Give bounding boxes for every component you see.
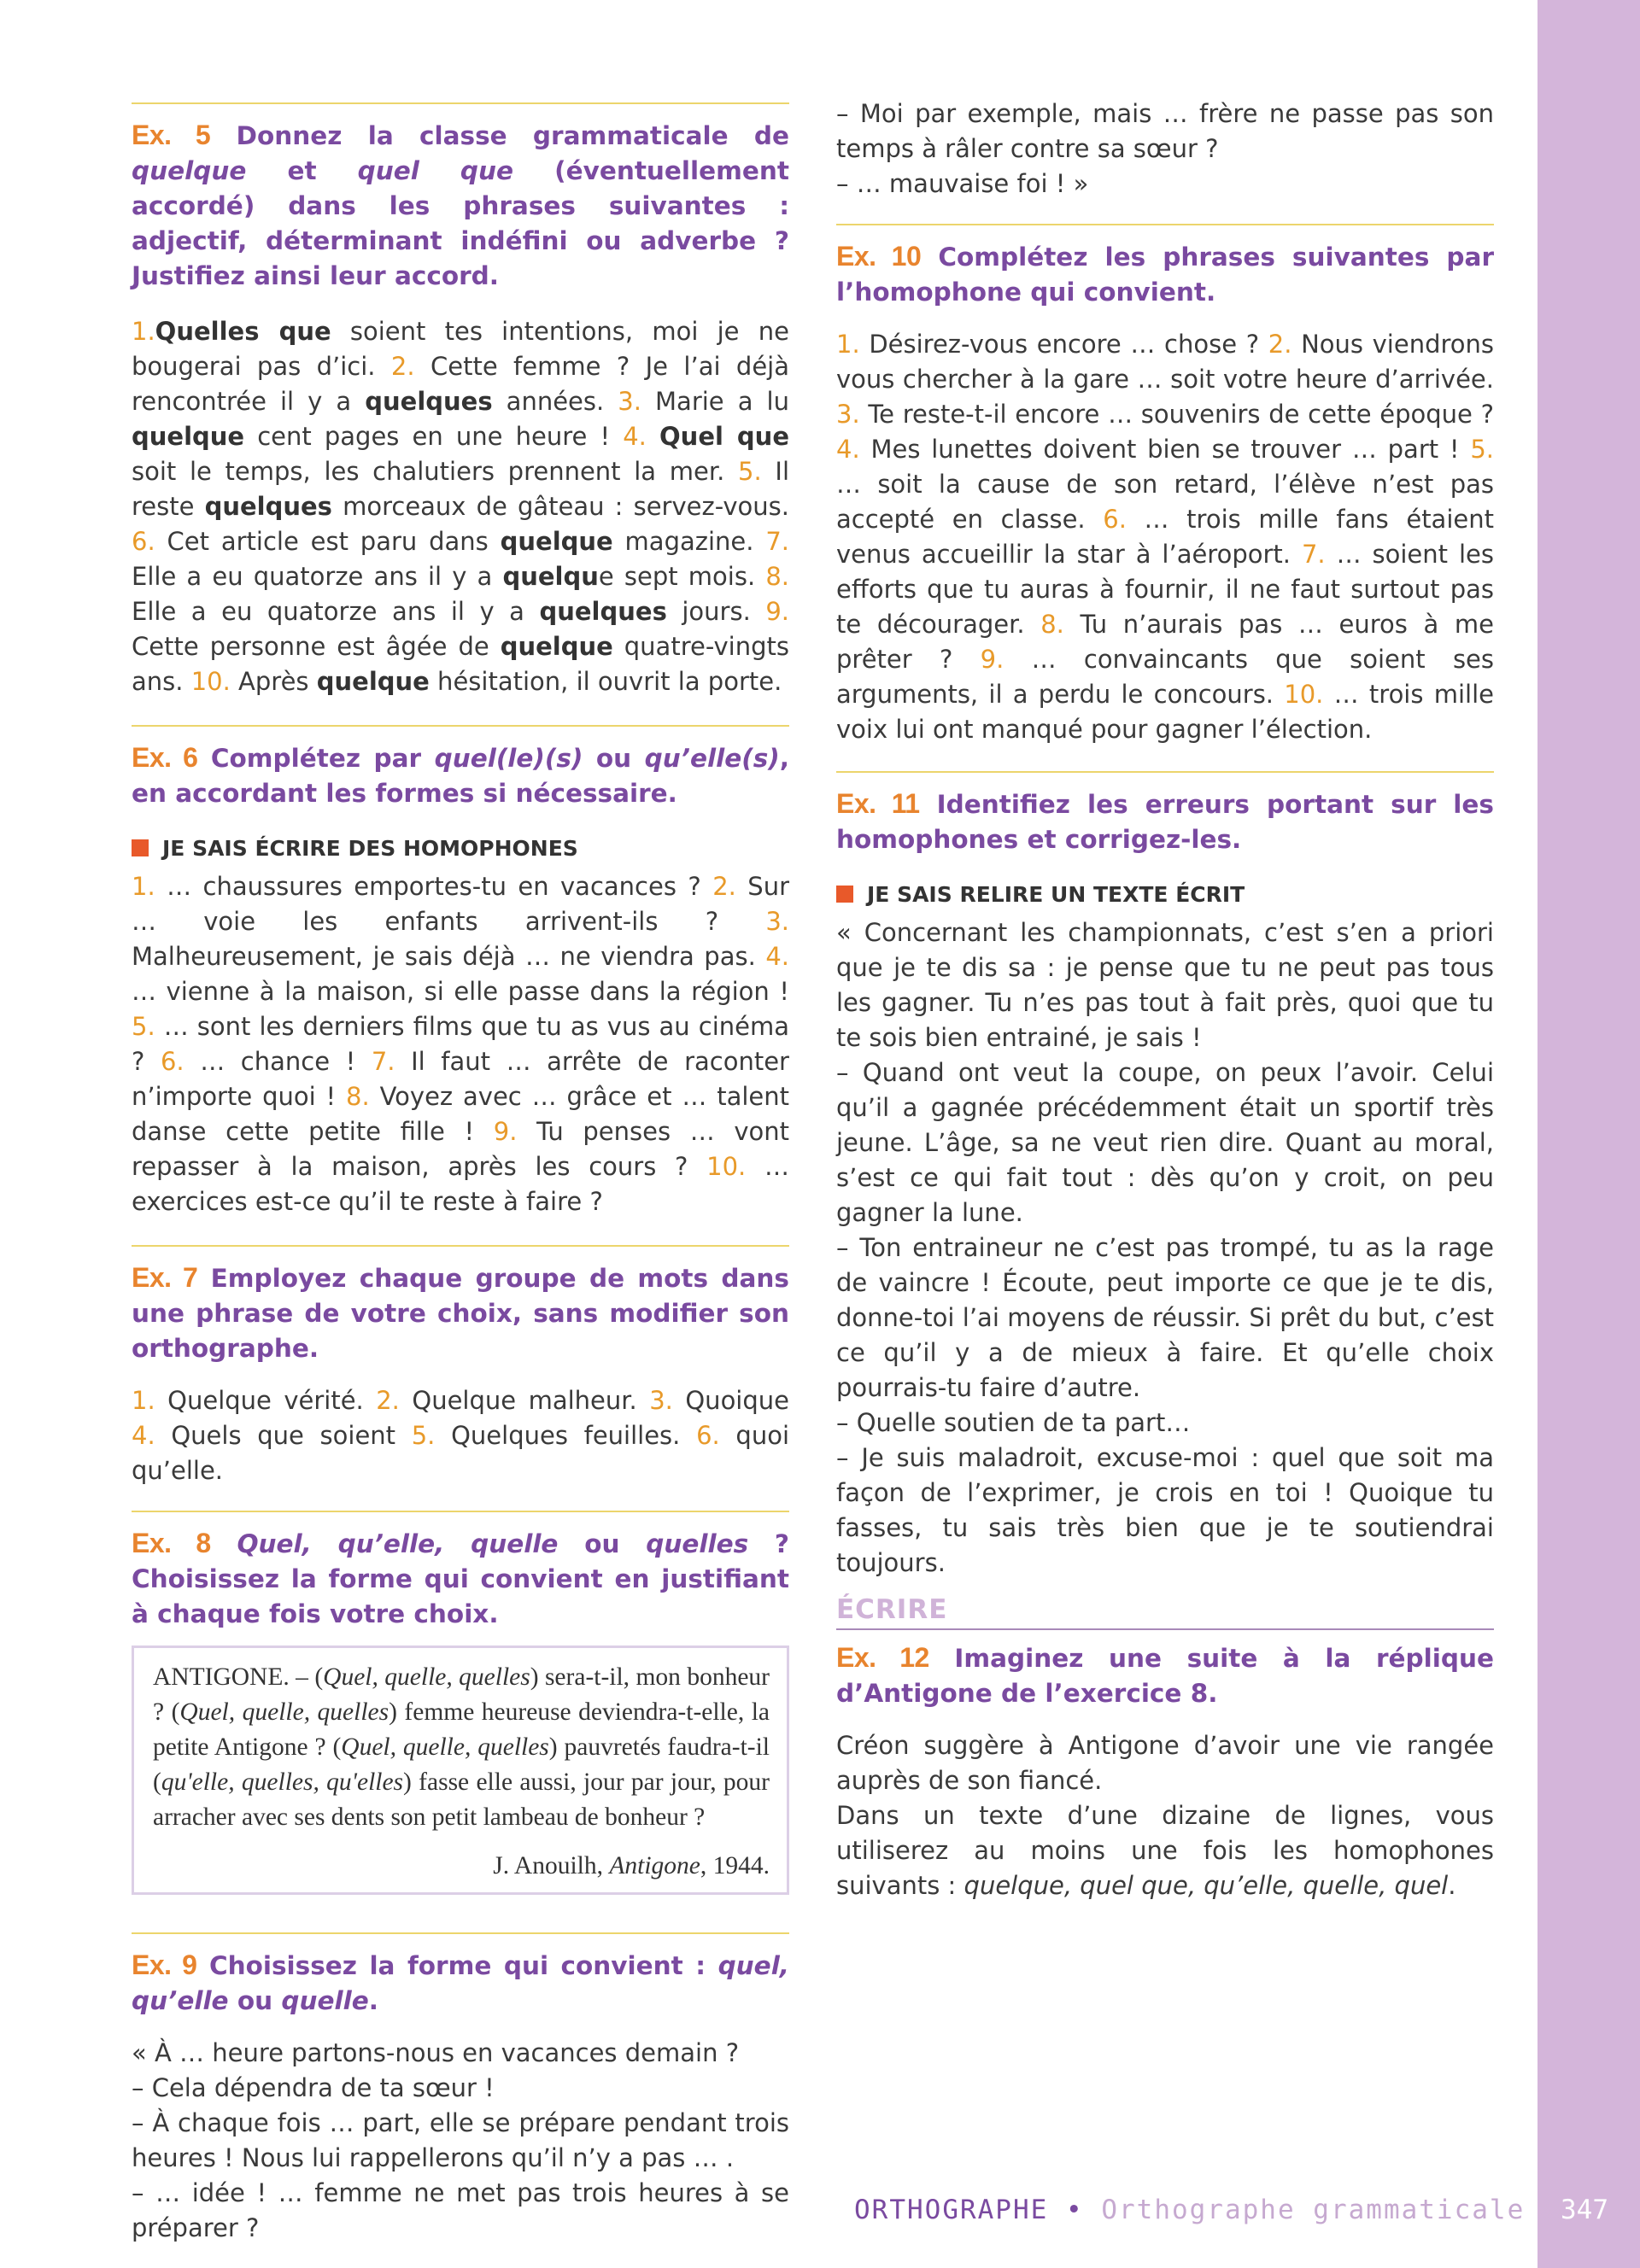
- item-number: 2.: [390, 352, 415, 381]
- exercise-8-word-2: quelles: [646, 1529, 749, 1558]
- item-number: 6.: [160, 1047, 184, 1076]
- item-text: magazine.: [612, 527, 766, 556]
- exercise-9-instruction-a: Choisissez la forme qui convient :: [208, 1951, 706, 1980]
- exercise-6-instruction-a: Complétez par: [210, 744, 422, 773]
- dialogue-line: – À chaque fois … part, elle se prépare pendant trois heures ! Nous lui rappellerons qu’il n’y a pas … .: [132, 2108, 789, 2172]
- exercise-12-number: Ex. 12: [836, 1642, 929, 1673]
- item-number: 6.: [696, 1421, 720, 1450]
- exercise-8-word-1: Quel, qu’elle, quelle: [237, 1529, 559, 1558]
- text-paragraph: – Je suis maladroit, excuse-moi : quel que soit ma façon de l’exprimer, je crois en toi ! Quoique tu fasses, tu sais très bien que je te soutiendrai toujours.: [836, 1443, 1494, 1577]
- item-text: Quelques feuilles.: [435, 1421, 697, 1450]
- item-text: Elle a eu quatorze ans il y a: [132, 562, 503, 591]
- item-text: … chaussures emportes-tu en vacances ?: [155, 872, 713, 901]
- item-text: … sont les derniers films que tu as vus au cinéma ?: [132, 1012, 789, 1076]
- exercise-5-instruction-a: Donnez la classe grammaticale de: [236, 121, 789, 150]
- left-column: [132, 0, 789, 2246]
- item-text: jours.: [666, 597, 766, 626]
- text-paragraph: – Quelle soutien de ta part…: [836, 1408, 1191, 1437]
- item-text: Quelque malheur.: [399, 1386, 650, 1415]
- square-bullet-icon: [132, 839, 149, 856]
- item-text: quatre-vingts ans.: [132, 632, 789, 696]
- item-text: [647, 422, 659, 451]
- item-number: 7.: [1301, 540, 1326, 569]
- item-text: soient tes intentions, moi je ne bougerai pas d’ici.: [132, 317, 789, 381]
- page-number: 347: [1561, 2195, 1608, 2225]
- item-text: Quels que soient: [155, 1421, 412, 1450]
- exercise-6-skill-label: JE SAIS ÉCRIRE DES HOMOPHONES: [162, 836, 578, 861]
- item-number: 1.: [836, 330, 860, 359]
- item-text: Cet article est paru dans: [155, 527, 501, 556]
- exercise-9-continued: [836, 96, 1494, 202]
- exercise-6-sentences: [132, 869, 789, 1219]
- item-text: Elle a eu quatorze ans il y a: [132, 597, 540, 626]
- quote-segment-5: ) fasse elle aussi, jour par jour, pour arracher avec ses dents son petit lambeau de bonheur ?: [153, 1768, 770, 1831]
- item-text: e sept mois.: [598, 562, 766, 591]
- item-number: 7.: [371, 1047, 395, 1076]
- item-text: … convaincants que soient ses arguments, il a perdu le concours.: [836, 645, 1495, 709]
- exercise-5-title: [132, 118, 789, 294]
- footer-subsection: Orthographe grammaticale: [1101, 2195, 1526, 2225]
- exercise-9-word-2: quelle: [281, 1986, 369, 2015]
- exercise-8-instruction-b: ? Choisissez la forme qui convient en justifiant à chaque fois votre choix.: [132, 1529, 790, 1628]
- exercise-5-instruction-c: (éventuellement accordé) dans les phrases suivantes : adjectif, déterminant indéfini ou adverbe ? Justifiez ainsi leur accord.: [132, 156, 790, 290]
- exercise-5-sentences: [132, 314, 789, 699]
- exercise-6-word-1: quel(le)(s): [434, 744, 583, 773]
- item-text: Cette personne est âgée de: [132, 632, 501, 661]
- exercise-6-title: [132, 740, 789, 811]
- item-number: 4.: [836, 435, 860, 464]
- exercise-12-homophones: quelque, quel que, qu’elle, quelle, quel: [964, 1871, 1449, 1900]
- item-number: 5.: [1470, 435, 1494, 464]
- exercise-7-number: Ex. 7: [132, 1262, 198, 1293]
- exercise-12-title: [836, 1640, 1494, 1711]
- item-number: 6.: [1103, 505, 1127, 534]
- item-text: quoi qu’elle.: [132, 1421, 789, 1485]
- quote-segment-1: ANTIGONE. – (: [153, 1663, 324, 1691]
- exercise-5-word-2: quel que: [357, 156, 514, 185]
- item-text: Cette femme ? Je l’ai déjà rencontrée il y a: [132, 352, 789, 416]
- exercise-12-paragraph-2-text: Dans un texte d’une dizaine de lignes, vous utiliserez au moins une fois les homophones suivants :: [836, 1801, 1494, 1900]
- exercise-11-number: Ex. 11: [836, 788, 920, 819]
- item-text: Te reste-t-il encore … souvenirs de cette époque ?: [859, 400, 1494, 429]
- exercise-6-number: Ex. 6: [132, 742, 198, 773]
- item-number: 9.: [980, 645, 1004, 674]
- highlighted-word: quelqu: [502, 562, 599, 591]
- item-number: 10.: [706, 1152, 747, 1181]
- item-text: … trois mille fans étaient venus accueillir la star à l’aéroport.: [836, 505, 1494, 569]
- item-number: 4.: [765, 942, 789, 971]
- exercise-12: [836, 1640, 1494, 1903]
- exercise-9-instruction-c: .: [368, 1986, 378, 2015]
- quote-choice-3: Quel, quelle, quelles: [341, 1733, 549, 1761]
- exercise-6-skill-heading: [132, 832, 789, 866]
- item-number: 3.: [836, 400, 860, 429]
- item-number: 10.: [190, 667, 231, 696]
- text-paragraph: « Concernant les championnats, c’est s’en a priori que je te dis sa : je pense que tu ne peut pas tous les gagner. Tu n’es pas tout à fait près, quoi que tu te sois bien entrainé, je sais !: [836, 918, 1494, 1052]
- exercise-11-title: [836, 786, 1494, 857]
- dialogue-line: – … mauvaise foi ! »: [836, 169, 1089, 198]
- quote-choice-2: Quel, quelle, quelles: [179, 1698, 390, 1726]
- highlighted-word: Quel que: [659, 422, 789, 451]
- item-number: 9.: [765, 597, 790, 626]
- item-number: 2.: [376, 1386, 400, 1415]
- item-text: Voyez avec … grâce et … talent danse cette petite fille !: [132, 1082, 789, 1146]
- item-text: Nous viendrons vous chercher à la gare … soit votre heure d’arrivée.: [836, 330, 1494, 394]
- item-text: … chance !: [184, 1047, 372, 1076]
- item-text: Quelque vérité.: [155, 1386, 377, 1415]
- exercise-10-number: Ex. 10: [836, 241, 922, 272]
- item-number: 2.: [1268, 330, 1292, 359]
- quote-segment-2: ) sera-t-il, mon bonheur ? (: [153, 1663, 770, 1726]
- highlighted-word: quelque: [316, 667, 430, 696]
- ecrire-section-heading: ÉCRIRE: [836, 1593, 1494, 1630]
- item-text: soit le temps, les chalutiers prennent la mer.: [132, 457, 739, 486]
- page-edge-band: [1538, 0, 1640, 2268]
- item-text: Tu penses … vont repasser à la maison, après les cours ?: [132, 1117, 789, 1181]
- dialogue-line: « À … heure partons-nous en vacances demain ?: [132, 2038, 740, 2067]
- item-text: Quoique: [672, 1386, 789, 1415]
- exercise-8-number: Ex. 8: [132, 1528, 211, 1558]
- exercise-10-instruction: Complétez les phrases suivantes par l’homophone qui convient.: [836, 243, 1495, 307]
- dialogue-line: – Cela dépendra de ta sœur !: [132, 2073, 495, 2102]
- item-text: morceaux de gâteau : servez-vous.: [331, 492, 789, 521]
- exercise-11: [836, 771, 1494, 1581]
- item-number: 4.: [623, 422, 647, 451]
- item-number: 8.: [765, 562, 789, 591]
- exercise-12-paragraph-1: Créon suggère à Antigone d’avoir une vie rangée auprès de son fiancé.: [836, 1731, 1494, 1795]
- square-bullet-icon: [836, 886, 853, 903]
- item-number: 1.: [132, 872, 155, 901]
- quote-choice-4: qu'elle, quelles, qu'elles: [161, 1768, 404, 1796]
- item-number: 4.: [132, 1421, 155, 1450]
- footer-section: ORTHOGRAPHE: [854, 2195, 1049, 2225]
- item-text: Désirez-vous encore … chose ?: [859, 330, 1268, 359]
- item-text: Après: [230, 667, 317, 696]
- item-number: 2.: [712, 872, 736, 901]
- item-text: années.: [492, 387, 618, 416]
- exercise-5: [132, 102, 789, 699]
- exercise-9-word-1: quel, qu’elle: [132, 1951, 790, 2015]
- exercise-11-skill-label: JE SAIS RELIRE UN TEXTE ÉCRIT: [867, 882, 1245, 907]
- item-text: Mes lunettes doivent bien se trouver … part !: [859, 435, 1471, 464]
- quote-segment-4: ) pauvretés faudra-t-il (: [153, 1733, 770, 1796]
- exercise-8-title: [132, 1526, 789, 1632]
- item-number: 1.: [132, 1386, 155, 1415]
- antigone-quote-box: [132, 1645, 789, 1895]
- item-text: hésitation, il ouvrit la porte.: [429, 667, 782, 696]
- exercise-11-text: [836, 915, 1494, 1581]
- exercise-5-instruction-b: et: [287, 156, 317, 185]
- exercise-9-dialogue: [132, 2036, 789, 2246]
- quote-year: , 1944.: [700, 1852, 770, 1879]
- quote-choice-1: Quel, quelle, quelles: [323, 1663, 530, 1691]
- item-number: 9.: [493, 1117, 518, 1146]
- item-number: 5.: [132, 1012, 155, 1041]
- item-text: Sur … voie les enfants arrivent-ils ?: [132, 872, 789, 936]
- item-text: … soit la cause de son retard, l’élève n’est pas accepté en classe.: [836, 470, 1494, 534]
- item-number: 3.: [765, 907, 789, 936]
- exercise-7-items: [132, 1383, 789, 1488]
- dialogue-line: – … idée ! … femme ne met pas trois heures à se préparer ?: [132, 2178, 789, 2242]
- exercise-10-sentences: [836, 327, 1494, 747]
- dialogue-line: – Moi par exemple, mais … frère ne passe pas son temps à râler contre sa sœur ?: [836, 99, 1494, 163]
- highlighted-word: quelques: [204, 492, 332, 521]
- item-number: 5.: [411, 1421, 436, 1450]
- item-text: Malheureusement, je sais déjà … ne viendra pas.: [132, 942, 766, 971]
- highlighted-word: quelque: [132, 422, 245, 451]
- quote-source: [153, 1849, 770, 1884]
- highlighted-word: Quelles que: [155, 317, 331, 346]
- antigone-quote: [153, 1660, 770, 1835]
- item-text: Tu n’aurais pas … euros à me prêter ?: [836, 610, 1494, 674]
- exercise-9-title: [132, 1948, 789, 2019]
- exercise-12-instruction: Imaginez une suite à la réplique d’Antigone de l’exercice 8.: [836, 1644, 1494, 1708]
- highlighted-word: quelques: [539, 597, 667, 626]
- quote-author: J. Anouilh,: [493, 1852, 610, 1879]
- text-paragraph: – Quand ont veut la coupe, on peux l’avoir. Celui qu’il a gagnée précédemment était un sportif très jeune. L’âge, sa ne veut rien dire. Quant au moral, s’est ce qui fait tout : dès qu’on y croit, on peu gagner la lune.: [836, 1058, 1494, 1227]
- quote-segment-3: ) femme heureuse deviendra-t-elle, la petite Antigone ? (: [153, 1698, 770, 1761]
- exercise-8: [132, 1511, 789, 1895]
- item-number: 8.: [1040, 610, 1064, 639]
- text-paragraph: – Ton entraineur ne c’est pas trompé, tu as la rage de vaincre ! Écoute, peut importe ce que je te dis, donne-toi l’ai moyens de réussir. Si prêt du but, c’est ce qu’il y a de mieux à faire. Et qu’elle choix pourrais-tu faire d’autre.: [836, 1233, 1494, 1402]
- item-text: Il faut … arrête de raconter n’importe quoi !: [132, 1047, 789, 1111]
- exercise-11-skill-heading: [836, 878, 1494, 912]
- exercise-7-title: [132, 1260, 789, 1366]
- exercise-10: [836, 224, 1494, 747]
- highlighted-word: quelque: [500, 527, 613, 556]
- exercise-11-instruction: Identifiez les erreurs portant sur les homophones et corrigez-les.: [836, 790, 1494, 854]
- item-number: 1.: [132, 317, 155, 346]
- exercise-12-paragraph-2-end: .: [1448, 1871, 1456, 1900]
- item-text: … soient les efforts que tu auras à fournir, il ne faut surtout pas te décourager.: [836, 540, 1494, 639]
- item-text: cent pages en une heure !: [244, 422, 624, 451]
- item-text: Il reste: [132, 457, 790, 521]
- exercise-6-instruction-b: ou: [595, 744, 632, 773]
- item-text: … vienne à la maison, si elle passe dans la région !: [132, 977, 789, 1006]
- exercise-6: [132, 725, 789, 1219]
- item-number: 10.: [1284, 680, 1324, 709]
- exercise-9-number: Ex. 9: [132, 1949, 197, 1980]
- exercise-6-instruction-c: , en accordant les formes si nécessaire.: [132, 744, 789, 808]
- exercise-7-instruction: Employez chaque groupe de mots dans une phrase de votre choix, sans modifier son orthographe.: [132, 1264, 789, 1363]
- exercise-5-word-1: quelque: [132, 156, 247, 185]
- item-number: 7.: [765, 527, 789, 556]
- item-number: 5.: [738, 457, 762, 486]
- item-number: 3.: [618, 387, 641, 416]
- item-text: … trois mille voix lui ont manqué pour gagner l’élection.: [836, 680, 1494, 744]
- item-text: … exercices est-ce qu’il te reste à faire ?: [132, 1152, 790, 1216]
- quote-work: Antigone: [609, 1852, 700, 1879]
- running-footer: [854, 2195, 1525, 2225]
- item-number: 3.: [649, 1386, 673, 1415]
- highlighted-word: quelque: [500, 632, 613, 661]
- right-column: [836, 0, 1494, 1903]
- exercise-9: [132, 1932, 789, 2246]
- exercise-5-number: Ex. 5: [132, 120, 211, 150]
- exercise-8-instruction-a: ou: [584, 1529, 620, 1558]
- exercise-10-title: [836, 239, 1494, 310]
- exercise-6-word-2: qu’elle(s): [644, 744, 780, 773]
- item-number: 8.: [346, 1082, 370, 1111]
- highlighted-word: quelques: [365, 387, 493, 416]
- footer-bullet: •: [1065, 2195, 1084, 2225]
- item-number: 6.: [132, 527, 155, 556]
- exercise-9-instruction-b: ou: [237, 1986, 273, 2015]
- exercise-12-paragraph-2: [836, 1798, 1494, 1903]
- exercise-7: [132, 1245, 789, 1488]
- item-text: Marie a lu: [641, 387, 789, 416]
